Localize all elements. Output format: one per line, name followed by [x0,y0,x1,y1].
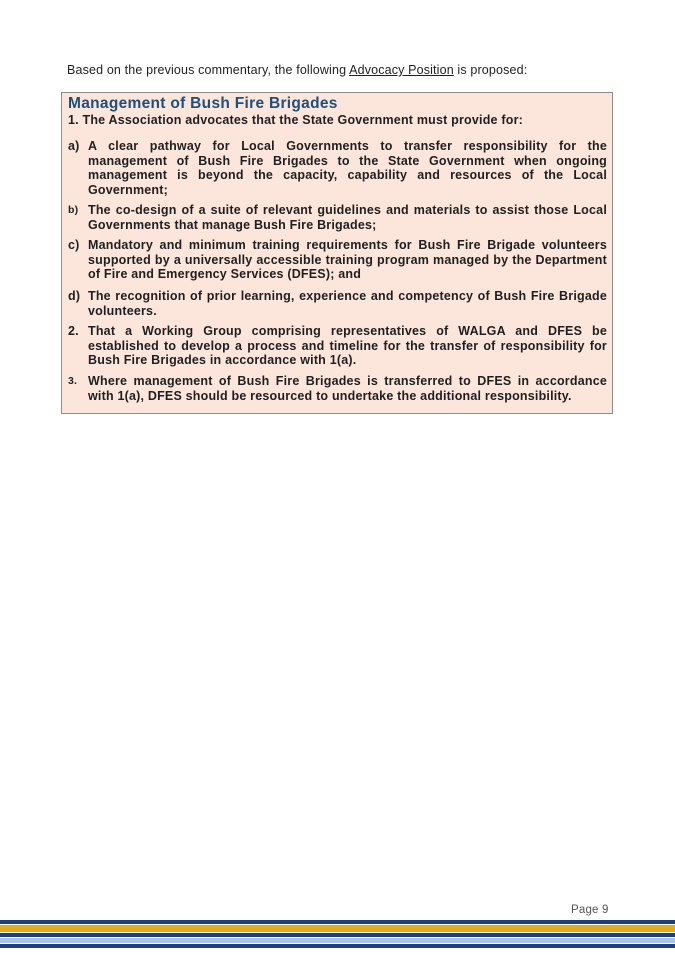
item-marker: b) [68,204,79,216]
intro-text-before: Based on the previous commentary, the following [67,63,350,77]
footer-stripe-light-blue [0,938,675,943]
item-marker: 3. [68,375,78,387]
list-item-b [68,203,607,232]
list-item-a [68,139,607,197]
item-text: 1. The Association advocates that the State Government must provide for: [68,113,524,127]
box-title: Management of Bush Fire Brigades [68,95,338,112]
item-marker: 2. [68,324,79,338]
list-item-2 [68,324,607,368]
footer-stripe-gold [0,925,675,932]
item-text: The recognition of prior learning, experience and competency of Bush Fire Brigade volunteers. [88,289,607,318]
list-item-3 [68,374,607,403]
item-marker: a) [68,139,80,153]
list-item-d [68,289,607,318]
intro-sentence [67,63,627,77]
footer-stripe-navy [0,944,675,948]
item-text: A clear pathway for Local Governments to transfer responsibility for the management of Bush Fire Brigades to the State Government when ongoing management is beyond the capacity, capability and resources of the Local Government; [88,139,607,197]
item-text: Mandatory and minimum training requirements for Bush Fire Brigade volunteers supported by a universally accessible training program managed by the Department of Fire and Emergency Services (DFES); and [88,238,607,281]
page-number: Page 9 [571,904,609,916]
item-marker: d) [68,289,81,303]
list-item-c [68,238,607,282]
advocacy-statement [68,113,607,128]
item-text: The co-design of a suite of relevant guidelines and materials to assist those Local Governments that manage Bush Fire Brigades; [88,203,607,232]
footer-stripe-navy [0,920,675,924]
advocacy-position-box [61,92,613,414]
item-text: Where management of Bush Fire Brigades is transferred to DFES in accordance with 1(a), DFES should be resourced to undertake the additional responsibility. [88,374,607,403]
intro-text-after: is proposed: [453,63,528,77]
item-marker: c) [68,238,80,252]
item-text: That a Working Group comprising representatives of WALGA and DFES be established to develop a process and timeline for the transfer of responsibility for Bush Fire Brigades in accordance with 1(a). [88,324,607,367]
footer-stripe-navy [0,933,675,937]
advocacy-position-link: Advocacy Position [349,63,454,77]
